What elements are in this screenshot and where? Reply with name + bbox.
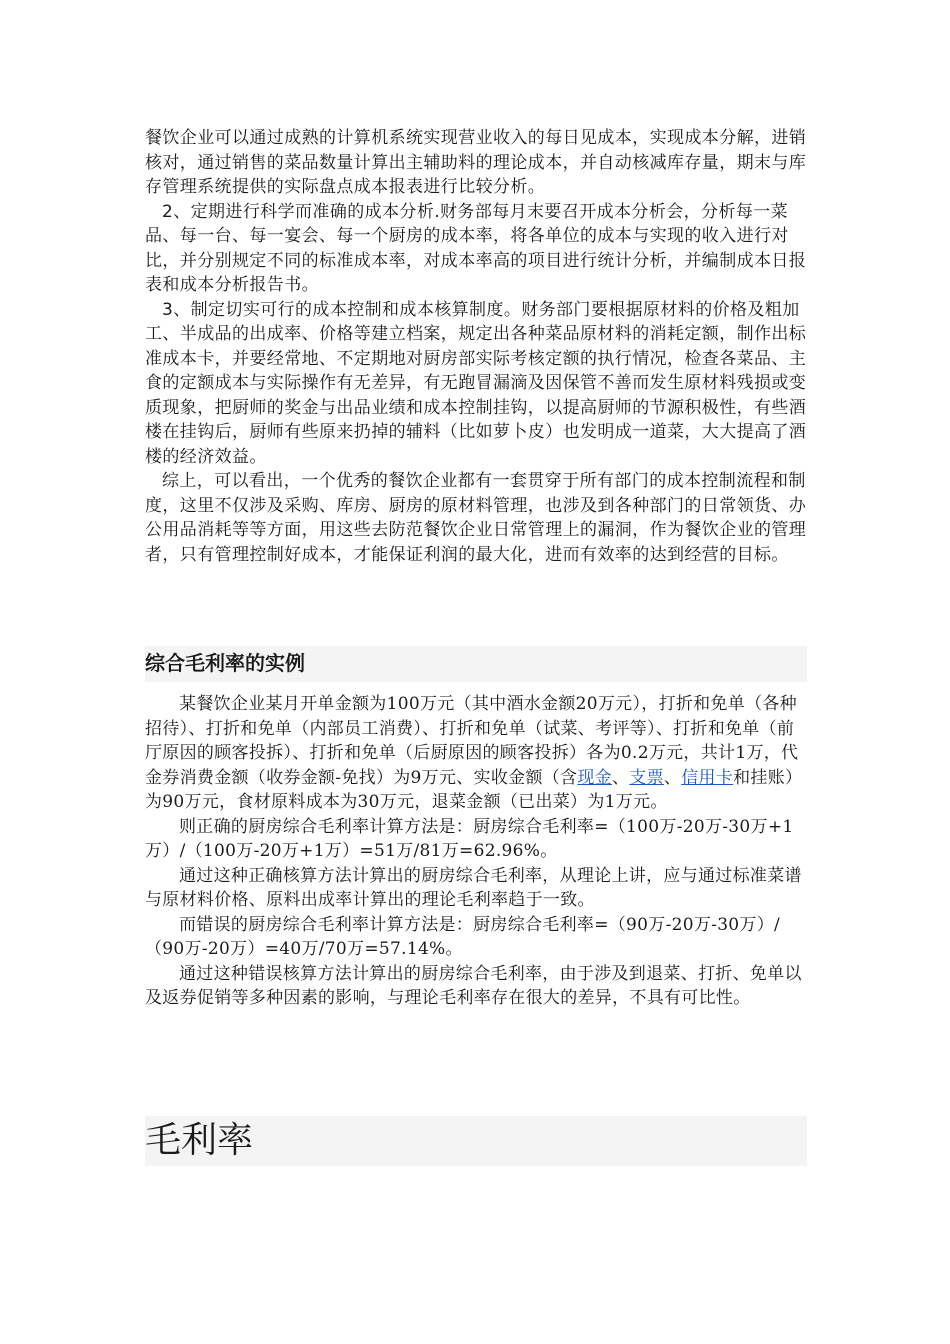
example-paragraph-5: 通过这种错误核算方法计算出的厨房综合毛利率，由于涉及到退菜、打折、免单以及返券促销等多种因素的影响，与理论毛利率存在很大的差异，不具有可比性。 — [145, 963, 802, 1008]
example-heading-bar — [145, 646, 807, 682]
example-heading: 综合毛利率的实例 — [145, 651, 305, 675]
example-section — [145, 692, 807, 1011]
example-paragraph-3: 通过这种正确核算方法计算出的厨房综合毛利率，从理论上讲，应与通过标准菜谱与原材料价格、原料出成率计算出的理论毛利率趋于一致。 — [145, 865, 802, 910]
intro-paragraph-2: 2、定期进行科学而准确的成本分析.财务部每月末要召开成本分析会，分析每一菜品、每一台、每一宴会、每一个厨房的成本率，将各单位的成本与实现的收入进行对比，并分别规定不同的标准成本率，对成本率高的项目进行统计分析，并编制成本日报表和成本分析报告书。 — [145, 201, 807, 295]
check-link[interactable]: 支票 — [629, 767, 664, 788]
example-paragraph-1-text-b: 和挂账）为90万元，食材原料成本为30万元，退菜金额（已出菜）为1万元。 — [145, 767, 803, 812]
intro-section — [145, 126, 807, 567]
example-paragraph-2: 则正确的厨房综合毛利率计算方法是：厨房综合毛利率=（100万-20万-30万+1万）/（100万-20万+1万）=51万/81万=62.96%。 — [145, 816, 794, 861]
intro-paragraph-4: 综上，可以看出，一个优秀的餐饮企业都有一套贯穿于所有部门的成本控制流程和制度，这里不仅涉及采购、库房、厨房的原材料管理，也涉及到各种部门的日常领货、办公用品消耗等等方面，用这些去防范餐饮企业日常管理上的漏洞，作为餐饮企业的管理者，只有管理控制好成本，才能保证利润的最大化，进而有效率的达到经营的目标。 — [145, 471, 807, 565]
separator: 、 — [663, 767, 682, 788]
separator: 、 — [611, 767, 630, 788]
intro-paragraph-1: 餐饮企业可以通过成熟的计算机系统实现营业收入的每日见成本，实现成本分解，进销核对，通过销售的菜品数量计算出主辅助料的理论成本，并自动核减库存量，期末与库存管理系统提供的实际盘点成本报表进行比较分析。 — [145, 128, 807, 197]
example-paragraph-1 — [145, 692, 807, 815]
intro-paragraph-3: 3、制定切实可行的成本控制和成本核算制度。财务部门要根据原材料的价格及粗加工、半成品的出成率、价格等建立档案，规定出各种菜品原材料的消耗定额，制作出标准成本卡，并要经常地、不定期地对厨房部实际考核定额的执行情况，检查各菜品、主食的定额成本与实际操作有无差异，有无跑冒漏滴及因保管不善而发生原材料残损或变质现象，把厨师的奖金与出品业绩和成本控制挂钩，以提高厨师的节源积极性，有些酒楼在挂钩后，厨师有些原来扔掉的辅料（比如萝卜皮）也发明成一道菜，大大提高了酒楼的经济效益。 — [145, 299, 807, 467]
title-heading-bar — [145, 1116, 807, 1166]
gross-margin-heading: 毛利率 — [145, 1120, 254, 1161]
cash-link[interactable]: 现金 — [577, 767, 612, 788]
example-paragraph-4: 而错误的厨房综合毛利率计算方法是：厨房综合毛利率=（90万-20万-30万）/（90万-20万）=40万/70万=57.14%。 — [145, 914, 781, 959]
example-paragraph-1-text-a: 某餐饮企业某月开单金额为100万元（其中酒水金额20万元），打折和免单（各种招待）、打折和免单（内部员工消费）、打折和免单（试菜、考评等）、打折和免单（前厅原因的顾客投拆）、打折和免单（后厨原因的顾客投拆）各为0.2万元，共计1万，代金券消费金额（收券金额-免找）为9万元、实收金额（含 — [145, 694, 799, 788]
credit-card-link[interactable]: 信用卡 — [681, 767, 734, 788]
